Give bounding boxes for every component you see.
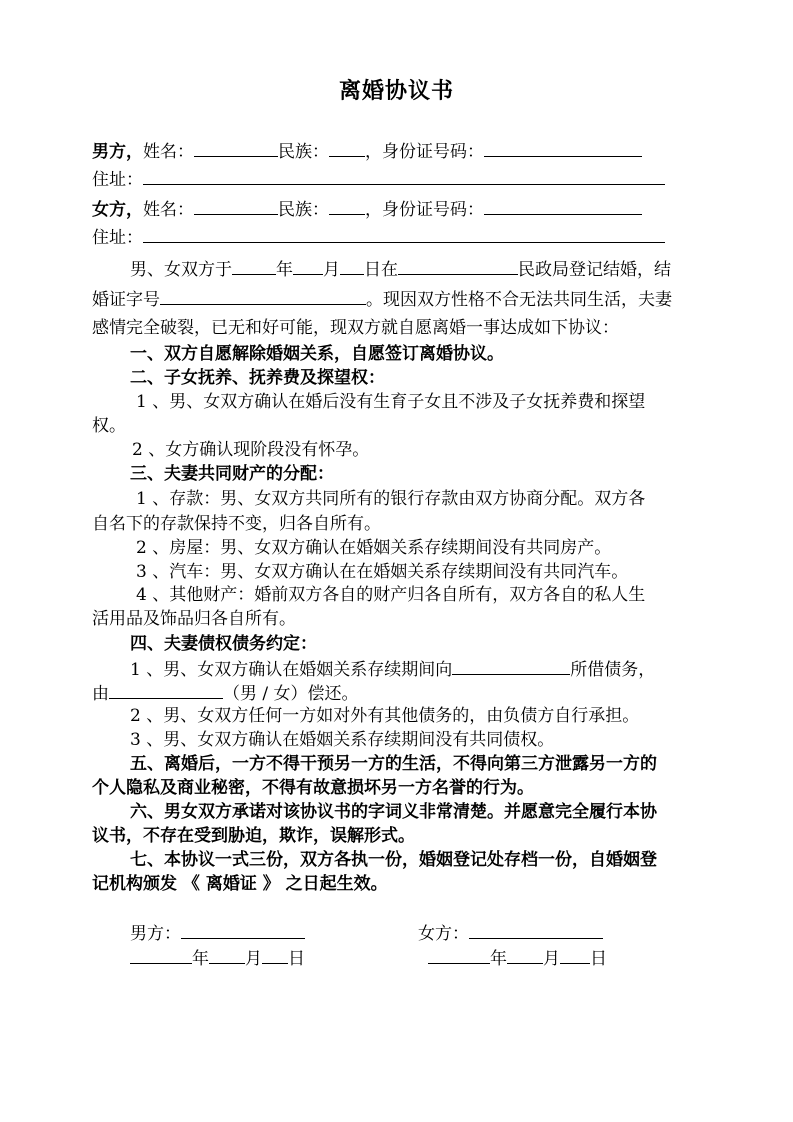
marriage-month-blank	[293, 256, 323, 275]
husband-address-blank	[143, 166, 665, 185]
certificate-number-blank	[160, 286, 366, 305]
section-7: 七、本协议一式三份，双方各执一份，婚姻登记处存档一份，自婚姻登	[130, 850, 657, 870]
wife-info-line: 女方，姓名： 民族： ，身份证号码：	[92, 196, 712, 222]
section-3-item-1-cont: 自名下的存款保持不变，归各自所有。	[92, 514, 381, 534]
section-1: 一、双方自愿解除婚姻关系，自愿签订离婚协议。	[130, 344, 504, 364]
husband-ethnicity-blank	[329, 138, 365, 157]
section-3-item-1: 1 、存款：男、女双方共同所有的银行存款由双方协商分配。双方各	[136, 489, 646, 509]
female-signature-blank	[469, 920, 603, 939]
section-2-item-1-cont: 权。	[92, 416, 126, 436]
male-signature-blank	[181, 920, 305, 939]
section-6: 六、男女双方承诺对该协议书的字词义非常清楚。并愿意完全履行本协	[130, 802, 657, 822]
male-signature: 男方：	[130, 920, 305, 946]
wife-name-blank	[194, 196, 278, 215]
wife-label: 女方，	[92, 200, 143, 220]
section-2-item-1: 1 、男、女双方确认在婚后没有生育子女且不涉及子女抚养费和探望	[136, 392, 646, 412]
section-4-item-1-cont: 由 （男 / 女）偿还。	[92, 680, 712, 706]
address-label: 住址：	[92, 228, 143, 248]
section-7-cont: 记机构颁发 《 离婚证 》 之日起生效。	[92, 874, 388, 894]
wife-address-line	[92, 224, 712, 250]
bureau-blank	[398, 256, 518, 275]
debtor-blank	[109, 680, 223, 699]
section-4-item-2: 2 、男、女双方任何一方如对外有其他债务的，由负债方自行承担。	[130, 706, 640, 726]
male-date: 年 月 日	[130, 945, 305, 971]
section-3-item-3: 3 、汽车：男、女双方确认在在婚姻关系存续期间没有共同汽车。	[136, 562, 629, 582]
section-6-cont: 议书，不存在受到胁迫，欺诈，误解形式。	[92, 826, 415, 846]
male-month-blank	[209, 945, 245, 964]
wife-ethnicity-blank	[329, 196, 365, 215]
marriage-day-blank	[340, 256, 364, 275]
female-year-blank	[428, 945, 490, 964]
female-day-blank	[560, 945, 590, 964]
address-label: 住址：	[92, 170, 143, 190]
section-2-heading: 二、子女抚养、抚养费及探望权：	[130, 368, 385, 388]
female-signature: 女方：	[418, 920, 603, 946]
wife-address-blank	[143, 224, 665, 243]
section-4-item-1: 1 、男、女双方确认在婚姻关系存续期间向 所借债务，	[130, 656, 720, 682]
husband-info-line: 男方，姓名： 民族： ，身份证号码：	[92, 138, 712, 164]
male-year-blank	[130, 945, 192, 964]
section-2-item-2: 2 、女方确认现阶段没有怀孕。	[132, 440, 370, 460]
husband-address-line	[92, 166, 712, 192]
section-5: 五、离婚后，一方不得干预另一方的生活，不得向第三方泄露另一方的	[130, 754, 657, 774]
intro-line-2: 婚证字号 。现因双方性格不合无法共同生活，夫妻	[92, 286, 712, 312]
section-3-item-4: 4 、其他财产：婚前双方各自的财产归各自所有，双方各自的私人生	[136, 585, 646, 605]
document-title: 离婚协议书	[338, 78, 454, 104]
name-label: 姓名：	[143, 142, 194, 162]
husband-label: 男方，	[92, 142, 143, 162]
name-label: 姓名：	[143, 200, 194, 220]
section-4-item-3: 3 、男、女双方确认在婚姻关系存续期间没有共同债权。	[130, 730, 555, 750]
section-3-item-2: 2 、房屋：男、女双方确认在婚姻关系存续期间没有共同房产。	[136, 538, 612, 558]
ethnicity-label: 民族：	[278, 142, 329, 162]
husband-id-blank	[484, 138, 642, 157]
id-label: 身份证号码：	[382, 200, 484, 220]
husband-name-blank	[194, 138, 278, 157]
id-label: 身份证号码：	[382, 142, 484, 162]
marriage-year-blank	[232, 256, 276, 275]
male-day-blank	[262, 945, 288, 964]
creditor-blank	[452, 656, 570, 675]
ethnicity-label: 民族：	[278, 200, 329, 220]
section-3-item-4-cont: 活用品及饰品归各自所有。	[92, 609, 296, 629]
intro-line-1: 男、女双方于 年 月 日在 民政局登记结婚，结	[130, 256, 720, 282]
female-date: 年 月 日	[428, 945, 607, 971]
section-5-cont: 个人隐私及商业秘密，不得有故意损坏另一方名誉的行为。	[92, 778, 534, 798]
section-4-heading: 四、夫妻债权债务约定：	[130, 634, 317, 654]
intro-line-3: 感情完全破裂，已无和好可能，现双方就自愿离婚一事达成如下协议：	[92, 318, 619, 338]
wife-id-blank	[484, 196, 642, 215]
section-3-heading: 三、夫妻共同财产的分配：	[130, 464, 334, 484]
female-month-blank	[507, 945, 543, 964]
